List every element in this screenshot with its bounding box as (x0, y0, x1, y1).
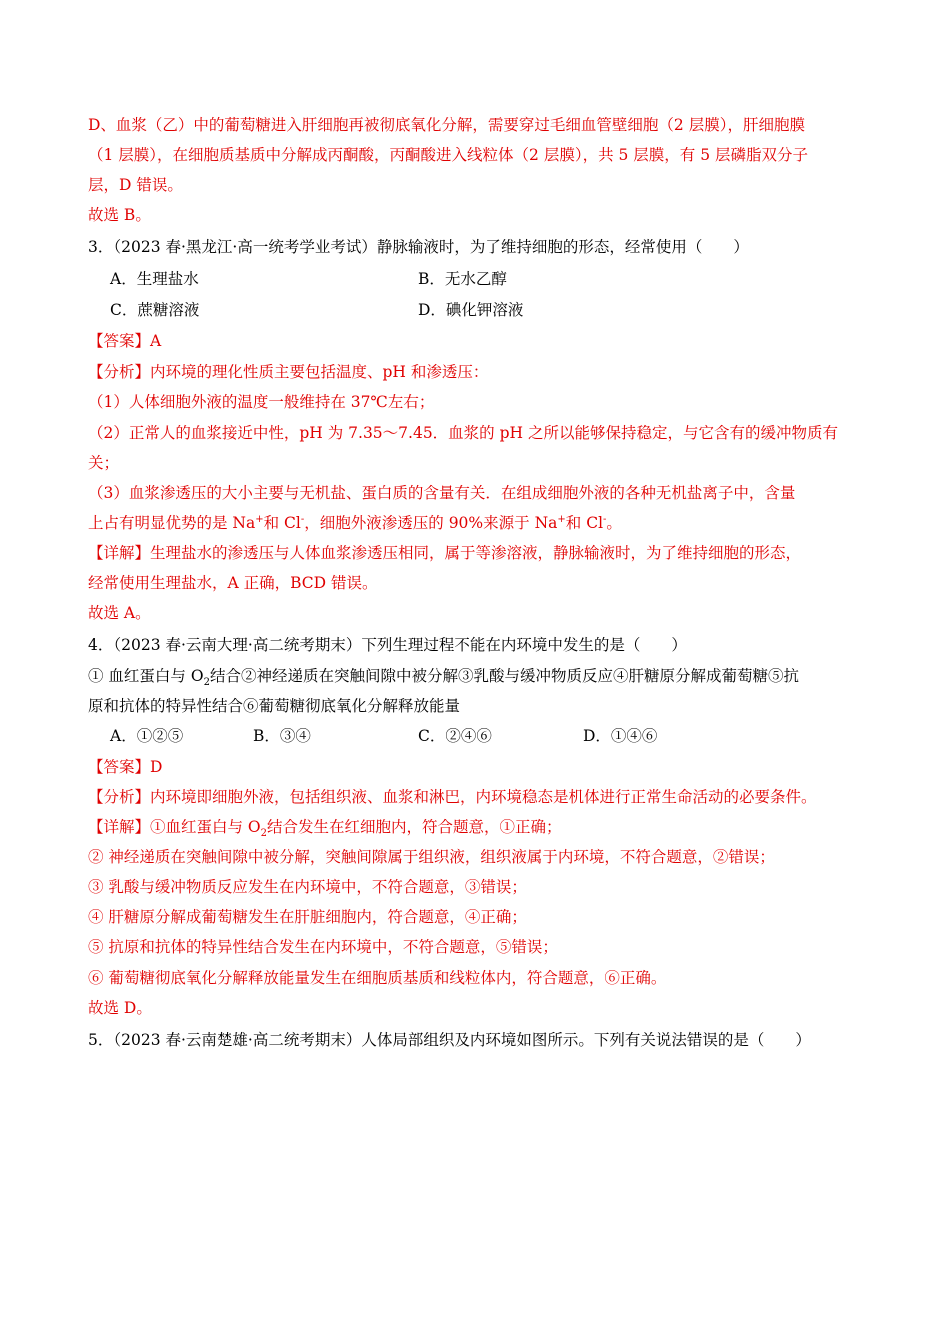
q5-stem: 5．（2023 春·云南楚雄·高二统考期末）人体局部组织及内环境如图所示。下列有关说法错误的是（ ） (88, 1031, 811, 1049)
q3-option-d: D．碘化钾溶液 (418, 301, 524, 319)
q4-option-a: A．①②⑤ (110, 727, 184, 745)
q3-analysis-point-2-line-2: 关； (88, 454, 120, 472)
q4-option-b: B．③④ (253, 727, 311, 745)
q3-analysis-point-1: （1）人体细胞外液的温度一般维持在 37℃左右； (88, 393, 435, 411)
q4-analysis: 【分析】内环境即细胞外液，包括组织液、血浆和淋巴，内环境稳态是机体进行正常生命活动的必要条件。 (88, 788, 817, 806)
q4-option-d: D．①④⑥ (583, 727, 658, 745)
q3-analysis-head: 【分析】内环境的理化性质主要包括温度、pH 和渗透压： (88, 363, 489, 381)
q4-answer: 【答案】D (88, 758, 163, 776)
q4-items-line-1: ① 血红蛋白与 $O_2$结合②神经递质在突触间隙中被分解③乳酸与缓冲物质反应④肝糖原分解成葡萄糖⑤抗 (88, 667, 799, 689)
q3-answer: 【答案】A (88, 332, 162, 350)
q2-option-d-explanation-line-3: 层，D 错误。 (88, 176, 183, 194)
q2-conclusion: 故选 B。 (88, 206, 151, 224)
q4-detail-line-5: ⑤ 抗原和抗体的特异性结合发生在内环境中，不符合题意，⑤错误； (88, 938, 558, 956)
q2-option-d-explanation-line-2: （1 层膜），在细胞质基质中分解成丙酮酸，丙酮酸进入线粒体（2 层膜），共 5 层膜，有 5 层磷脂双分子 (88, 146, 809, 164)
q4-detail-line-6: ⑥ 葡萄糖彻底氧化分解释放能量发生在细胞质基质和线粒体内，符合题意，⑥正确。 (88, 969, 667, 987)
q3-detail-line-2: 经常使用生理盐水，A 正确，BCD 错误。 (88, 574, 378, 592)
q3-analysis-point-3-line-1: （3）血浆渗透压的大小主要与无机盐、蛋白质的含量有关．在组成细胞外液的各种无机盐离子中，含量 (88, 484, 796, 502)
q3-option-c: C．蔗糖溶液 (110, 301, 200, 319)
q4-option-c: C．②④⑥ (418, 727, 492, 745)
q3-option-b: B．无水乙醇 (418, 270, 507, 288)
q3-analysis-point-3-line-2: 上占有明显优势的是 Na+和 Cl-，细胞外液渗透压的 90%来源于 Na+和 Cl-。 (88, 513, 622, 532)
q4-detail-line-1: 【详解】①血红蛋白与 $O_2$结合发生在红细胞内，符合题意，①正确； (88, 818, 562, 840)
q4-detail-line-4: ④ 肝糖原分解成葡萄糖发生在肝脏细胞内，符合题意，④正确； (88, 908, 527, 926)
q3-option-a: A．生理盐水 (110, 270, 199, 288)
q4-detail-line-3: ③ 乳酸与缓冲物质反应发生在内环境中，不符合题意，③错误； (88, 878, 527, 896)
q3-detail-line-1: 【详解】生理盐水的渗透压与人体血浆渗透压相同，属于等渗溶液，静脉输液时，为了维持细胞的形态， (88, 544, 802, 562)
q3-analysis-point-2-line-1: （2）正常人的血浆接近中性，pH 为 7.35～7.45．血浆的 pH 之所以能够保持稳定，与它含有的缓冲物质有 (88, 424, 838, 442)
q3-stem: 3．（2023 春·黑龙江·高一统考学业考试）静脉输液时，为了维持细胞的形态，经常使用（ ） (88, 238, 749, 256)
q4-items-line-2: 原和抗体的特异性结合⑥葡萄糖彻底氧化分解释放能量 (88, 697, 461, 715)
q4-stem: 4．（2023 春·云南大理·高二统考期末）下列生理过程不能在内环境中发生的是（ ） (88, 636, 687, 654)
q3-conclusion: 故选 A。 (88, 604, 151, 622)
q2-option-d-explanation-line-1: D、血浆（乙）中的葡萄糖进入肝细胞再被彻底氧化分解，需要穿过毛细血管壁细胞（2 层膜），肝细胞膜 (88, 116, 805, 134)
q4-detail-line-2: ② 神经递质在突触间隙中被分解，突触间隙属于组织液，组织液属于内环境，不符合题意，②错误； (88, 848, 775, 866)
q4-conclusion: 故选 D。 (88, 999, 152, 1017)
